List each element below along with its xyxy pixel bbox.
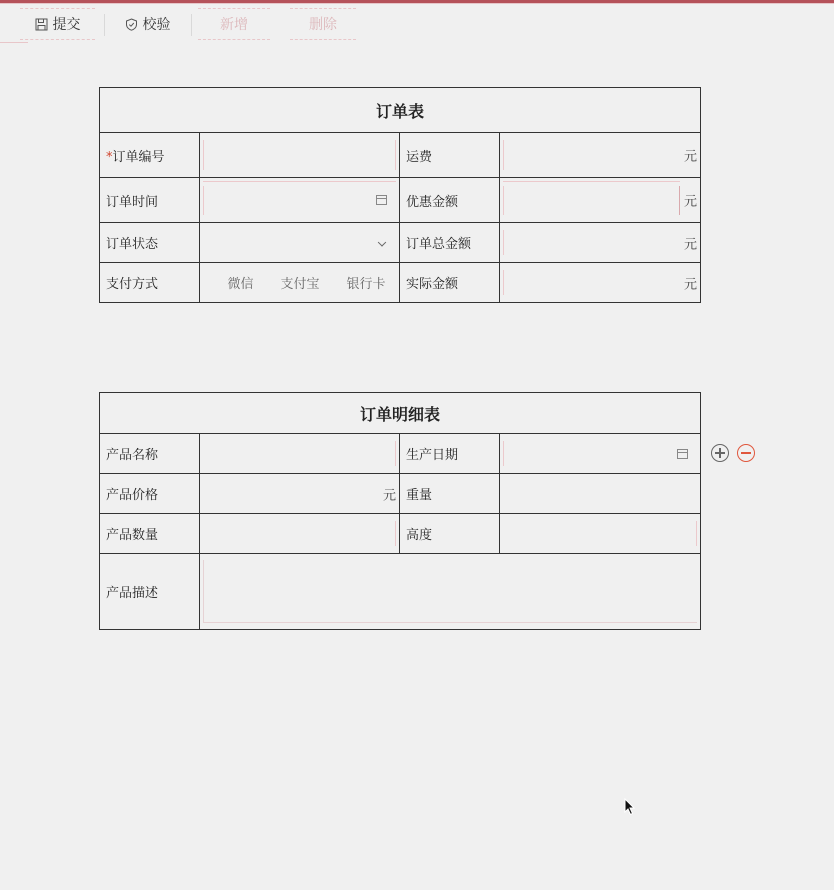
product-price-label: 产品价格 <box>100 474 200 514</box>
validate-label: 校验 <box>142 17 171 33</box>
weight-label: 重量 <box>400 474 500 514</box>
shipping-unit: 元 <box>684 149 698 165</box>
product-price-input[interactable] <box>200 474 400 514</box>
discount-unit: 元 <box>684 194 698 210</box>
discount-input[interactable] <box>500 178 701 223</box>
order-time-label: 订单时间 <box>100 178 200 223</box>
delete-button[interactable] <box>290 8 356 40</box>
product-name-label: 产品名称 <box>100 434 200 474</box>
discount-label: 优惠金额 <box>400 178 500 223</box>
remove-row-icon[interactable] <box>737 444 755 462</box>
calendar-icon <box>376 195 387 205</box>
toolbar <box>0 4 834 44</box>
order-status-label: 订单状态 <box>100 223 200 263</box>
shipping-input[interactable] <box>500 133 701 178</box>
calendar-icon <box>677 449 688 459</box>
height-input[interactable] <box>500 514 701 554</box>
submit-label: 提交 <box>52 17 81 33</box>
toolbar-divider <box>104 14 105 36</box>
order-no-label: 订单编号 <box>112 149 165 165</box>
payment-option-bankcard[interactable]: 银行卡 <box>346 277 386 292</box>
order-time-picker[interactable] <box>200 178 400 223</box>
product-qty-label: 产品数量 <box>100 514 200 554</box>
order-no-label-cell: *订单编号 <box>100 133 200 178</box>
shipping-label: 运费 <box>400 133 500 178</box>
toolbar-underline <box>0 42 28 43</box>
product-desc-textarea[interactable] <box>200 554 701 630</box>
production-date-label: 生产日期 <box>400 434 500 474</box>
order-status-select[interactable] <box>200 223 400 263</box>
chevron-down-icon <box>378 238 386 246</box>
height-label: 高度 <box>400 514 500 554</box>
actual-input[interactable] <box>500 263 701 303</box>
submit-button[interactable] <box>20 8 95 40</box>
add-label: 新增 <box>220 17 248 33</box>
weight-input[interactable] <box>500 474 701 514</box>
toolbar-divider <box>191 14 192 36</box>
add-row-icon[interactable] <box>711 444 729 462</box>
order-no-input[interactable] <box>200 133 400 178</box>
product-desc-label: 产品描述 <box>100 554 200 630</box>
product-name-input[interactable] <box>200 434 400 474</box>
detail-form-title: 订单明细表 <box>100 393 701 434</box>
production-date-picker[interactable] <box>500 434 701 474</box>
total-label: 订单总金额 <box>400 223 500 263</box>
product-qty-input[interactable] <box>200 514 400 554</box>
price-unit: 元 <box>382 488 396 503</box>
detail-form-table <box>99 392 701 630</box>
save-icon <box>35 18 48 31</box>
payment-radio-group <box>200 263 400 303</box>
payment-label: 支付方式 <box>100 263 200 303</box>
add-button[interactable] <box>198 8 270 40</box>
order-form-title: 订单表 <box>100 88 701 133</box>
total-input[interactable] <box>500 223 701 263</box>
shield-check-icon <box>125 18 138 31</box>
order-form-table <box>99 87 701 303</box>
actual-unit: 元 <box>684 277 698 292</box>
payment-option-alipay[interactable]: 支付宝 <box>280 277 320 292</box>
actual-label: 实际金额 <box>400 263 500 303</box>
payment-option-wechat[interactable]: 微信 <box>227 277 254 292</box>
delete-label: 删除 <box>309 17 337 33</box>
total-unit: 元 <box>684 237 698 252</box>
validate-button[interactable] <box>110 8 185 40</box>
